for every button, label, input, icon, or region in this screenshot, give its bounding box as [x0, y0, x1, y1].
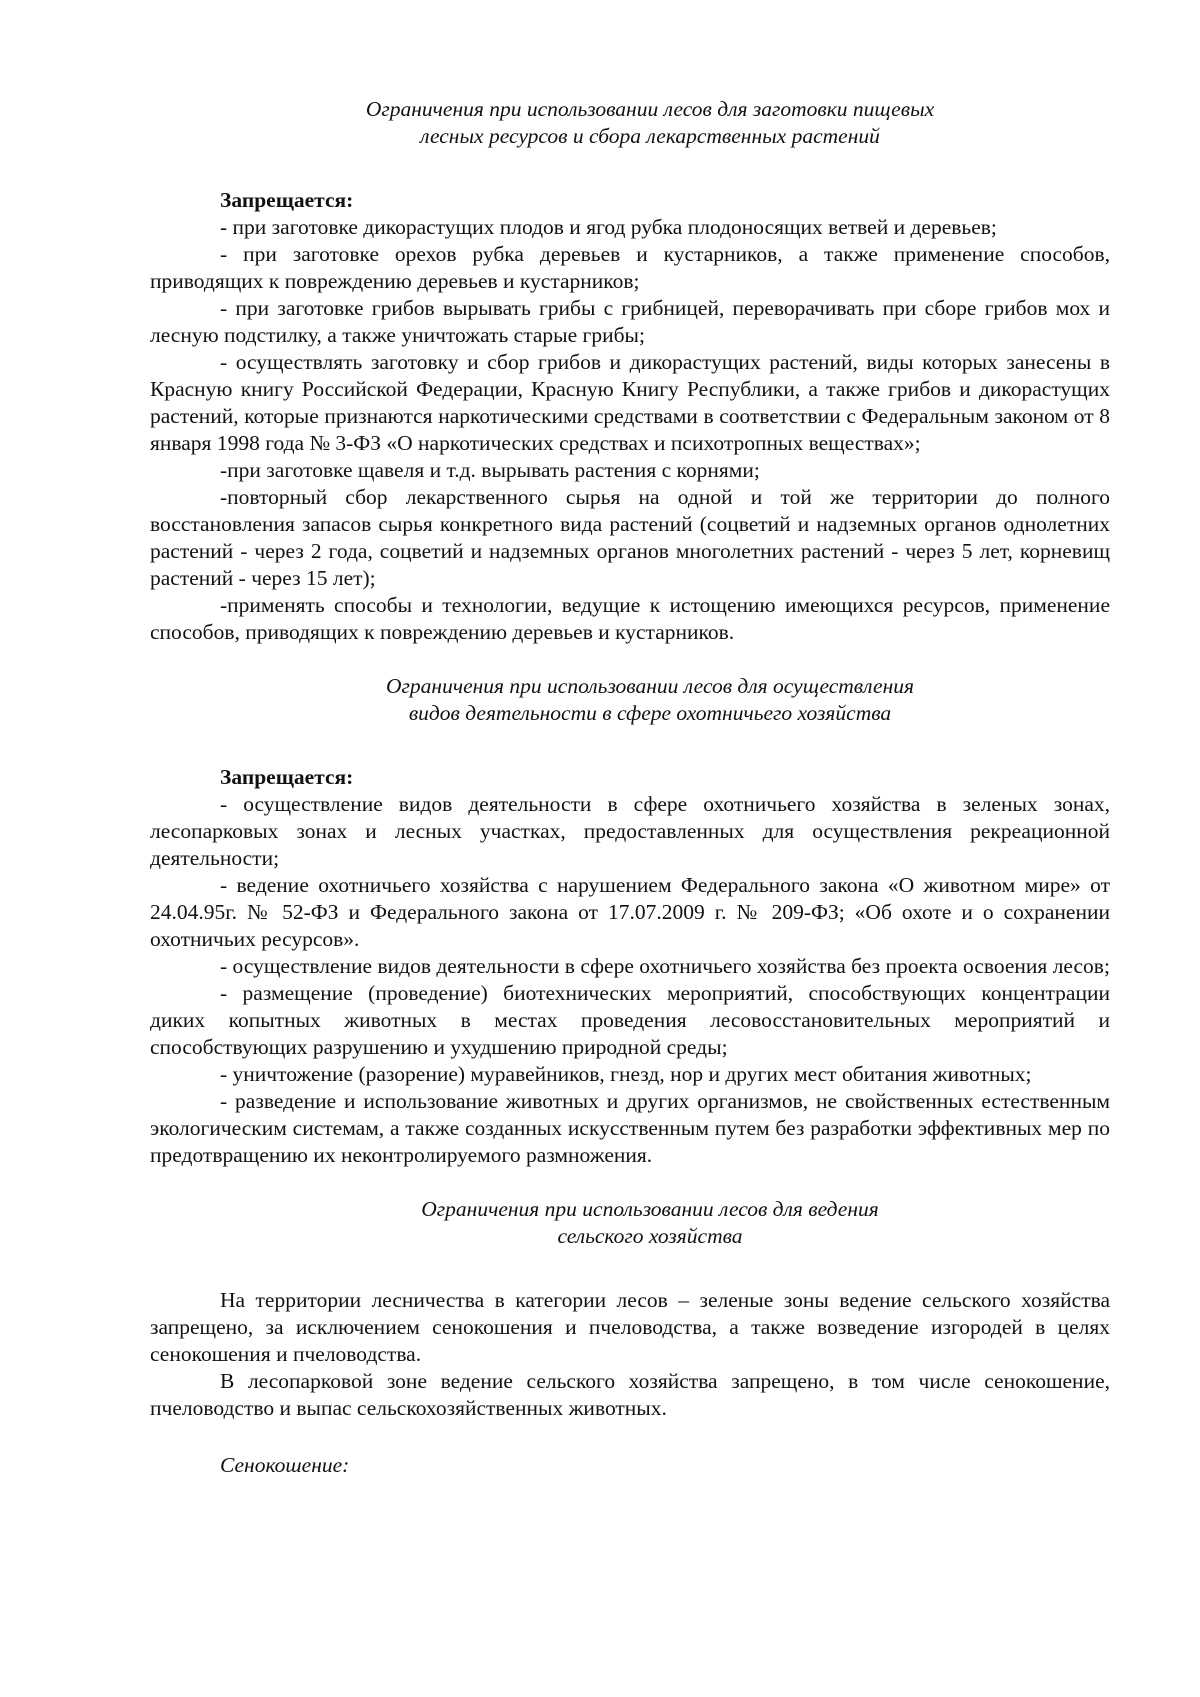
paragraph: -применять способы и технологии, ведущие к истощению имеющихся ресурсов, применение способов, приводящих к повреждению деревьев и кустарников.	[150, 593, 1110, 644]
paragraph: - осуществление видов деятельности в сфере охотничьего хозяйства в зеленых зонах, лесопарковых зонах и лесных участках, предоставленных для осуществления рекреационной деятельности;	[150, 792, 1110, 870]
document-page	[150, 96, 1110, 1479]
heading-line: сельского хозяйства	[557, 1224, 743, 1248]
prohibited-label: Запрещается:	[220, 765, 354, 789]
prohibited-label: Запрещается:	[220, 188, 354, 212]
paragraph: - при заготовке орехов рубка деревьев и кустарников, а также применение способов, приводящих к повреждению деревьев и кустарников;	[150, 242, 1110, 293]
heading-line: Ограничения при использовании лесов для заготовки пищевых	[365, 97, 935, 121]
section-heading-hunting	[150, 673, 1110, 727]
paragraph: - при заготовке дикорастущих плодов и ягод рубка плодоносящих ветвей и деревьев;	[220, 215, 997, 239]
paragraph: - осуществление видов деятельности в сфере охотничьего хозяйства без проекта освоения лесов;	[220, 954, 1110, 978]
paragraph: - разведение и использование животных и других организмов, не свойственных естественным экологическим системам, а также созданных искусственным путем без разработки эффективных мер по предотвращению их неконтролируемого размножения.	[150, 1089, 1110, 1167]
paragraph: - при заготовке грибов вырывать грибы с грибницей, переворачивать при сборе грибов мох и лесную подстилку, а также уничтожать старые грибы;	[150, 296, 1110, 347]
paragraph: - уничтожение (разорение) муравейников, гнезд, нор и других мест обитания животных;	[220, 1062, 1032, 1086]
paragraph: - осуществлять заготовку и сбор грибов и дикорастущих растений, виды которых занесены в Красную книгу Российской Федерации, Красную Книгу Республики, а также грибов и дикорастущих растений, которые признаются наркотическими средствами в соответствии с Федеральным законом от 8 января 1998 года № 3-ФЗ «О наркотических средствах и психотропных веществах»;	[150, 350, 1110, 455]
heading-line: видов деятельности в сфере охотничьего хозяйства	[408, 701, 892, 725]
heading-line: Ограничения при использовании лесов для осуществления	[385, 674, 915, 698]
section-heading-agriculture	[150, 1196, 1110, 1250]
paragraph: -при заготовке щавеля и т.д. вырывать растения с корнями;	[220, 458, 760, 482]
paragraph: - размещение (проведение) биотехнических мероприятий, способствующих концентрации диких копытных животных в местах проведения лесовосстановительных мероприятий и способствующих разрушению и ухудшению природной среды;	[150, 981, 1110, 1059]
heading-line: лесных ресурсов и сбора лекарственных растений	[420, 124, 880, 148]
section-heading-food-resources	[150, 96, 1110, 150]
paragraph: В лесопарковой зоне ведение сельского хозяйства запрещено, в том числе сенокошение, пчеловодство и выпас сельскохозяйственных животных.	[150, 1369, 1110, 1420]
haymaking-subheading: Сенокошение:	[220, 1453, 350, 1477]
paragraph: - ведение охотничьего хозяйства с нарушением Федерального закона «О животном мире» от 24.04.95г. № 52-ФЗ и Федерального закона от 17.07.2009 г. № 209-ФЗ; «Об охоте и о сохранении охотничьих ресурсов».	[150, 873, 1110, 951]
heading-line: Ограничения при использовании лесов для ведения	[421, 1197, 879, 1221]
paragraph: На территории лесничества в категории лесов – зеленые зоны ведение сельского хозяйства запрещено, за исключением сенокошения и пчеловодства, а также возведение изгородей в целях сенокошения и пчеловодства.	[150, 1288, 1110, 1366]
paragraph: -повторный сбор лекарственного сырья на одной и той же территории до полного восстановления запасов сырья конкретного вида растений (соцветий и надземных органов однолетних растений - через 2 года, соцветий и надземных органов многолетних растений - через 5 лет, корневищ растений - через 15 лет);	[150, 485, 1110, 590]
